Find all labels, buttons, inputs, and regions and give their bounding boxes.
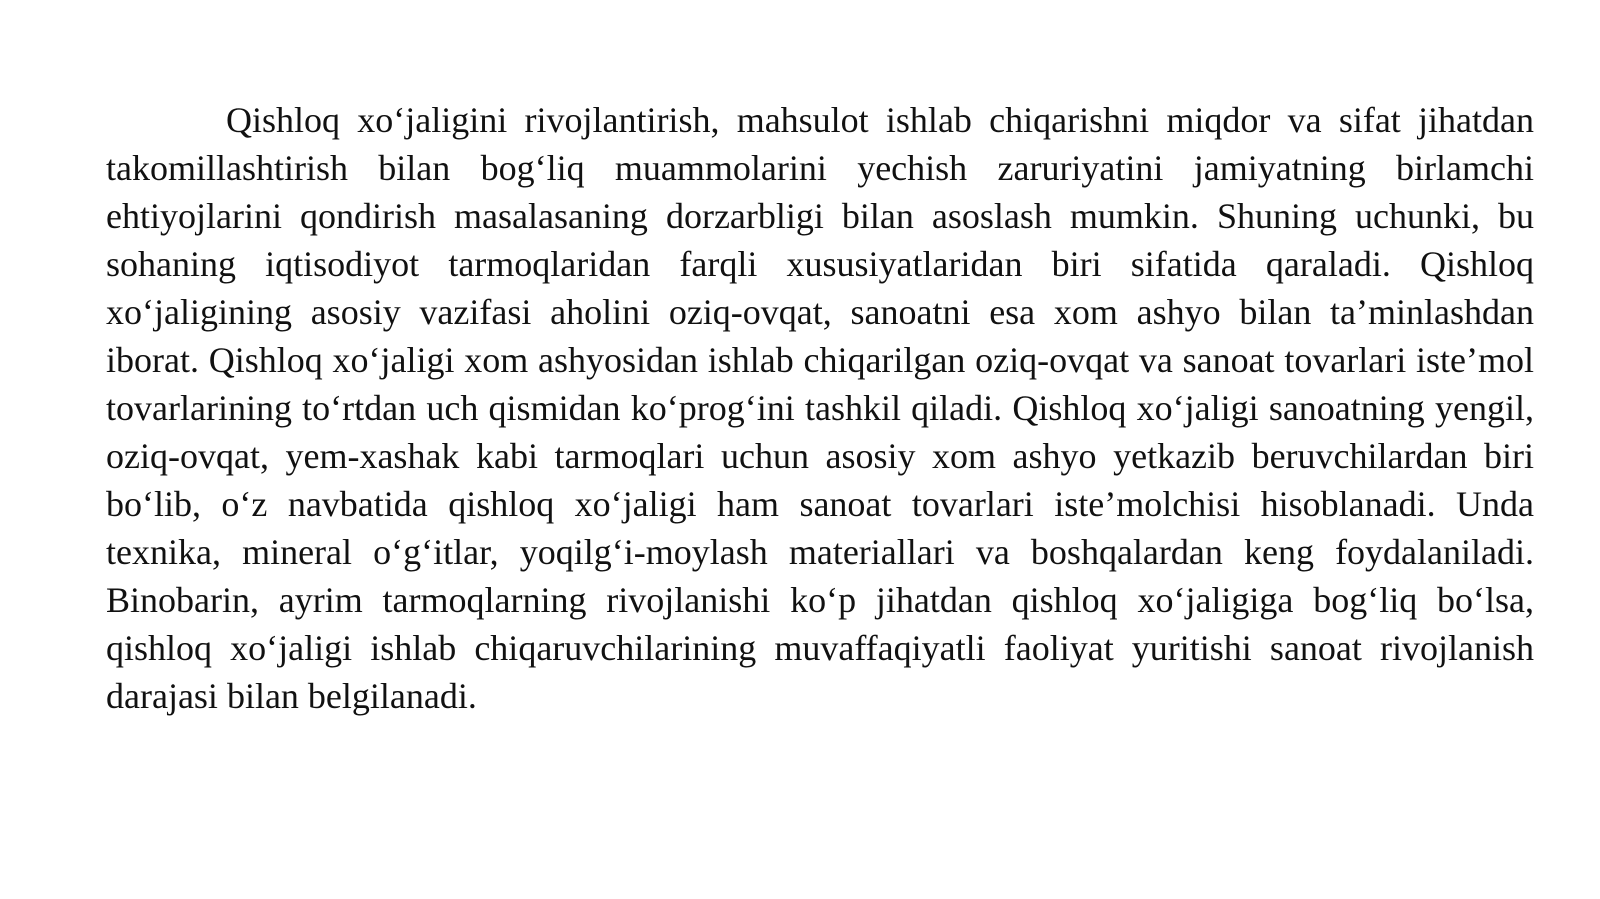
body-paragraph: Qishloq xo‘jaligini rivojlantirish, mahsulot ishlab chiqarishni miqdor va sifat jihatdan takomillashtirish bilan bog‘liq muammolarini yechish zaruriyatini jamiyatning birlamchi ehtiyojlarini qondirish masalasaning dorzarbligi bilan asoslash mumkin. Shuning uchunki, bu sohaning iqtisodiyot tarmoqlaridan farqli xususiyatlaridan biri sifatida qaraladi. Qishloq xo‘jaligining asosiy vazifasi aholini oziq-ovqat, sanoatni esa xom ashyo bilan ta’minlashdan iborat. Qishloq xo‘jaligi xom ashyosidan ishlab chiqarilgan oziq-ovqat va sanoat tovarlari iste’mol tovarlarining to‘rtdan uch qismidan ko‘prog‘ini tashkil qiladi. Qishloq xo‘jaligi sanoatning yengil, oziq-ovqat, yem-xashak kabi tarmoqlari uchun asosiy xom ashyo yetkazib beruvchilardan biri bo‘lib, o‘z navbatida qishloq xo‘jaligi ham sanoat tovarlari iste’molchisi hisoblanadi. Unda texnika, mineral o‘g‘itlar, yoqilg‘i-moylash materiallari va boshqalardan keng foydalaniladi. Binobarin, ayrim tarmoqlarning rivojlanishi ko‘p jihatdan qishloq xo‘jaligiga bog‘liq bo‘lsa, qishloq xo‘jaligi ishlab chiqaruvchilarining muvaffaqiyatli faoliyat yuritishi sanoat rivojlanish darajasi bilan belgilanadi. bbox=[106, 100, 1534, 716]
